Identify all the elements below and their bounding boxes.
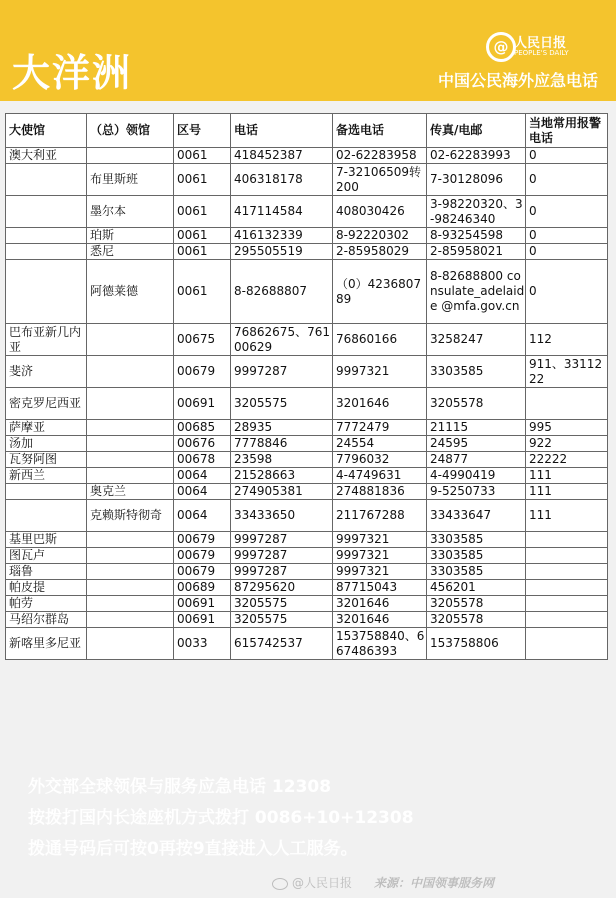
table-cell: 帕劳 <box>6 596 87 612</box>
table-row <box>6 548 608 564</box>
table-cell: 3258247 <box>427 324 526 356</box>
table-cell: 76860166 <box>333 324 427 356</box>
table-row <box>6 356 608 388</box>
table-cell <box>526 548 608 564</box>
table-row <box>6 596 608 612</box>
at-logo-icon: @ <box>486 32 516 62</box>
table-cell: （0）423680789 <box>333 260 427 324</box>
table-cell: 418452387 <box>231 148 333 164</box>
table-cell: 00685 <box>174 420 231 436</box>
table-cell <box>6 228 87 244</box>
table-cell: 21528663 <box>231 468 333 484</box>
table-cell: 3201646 <box>333 596 427 612</box>
table-cell: 9-5250733 <box>427 484 526 500</box>
table-cell: 马绍尔群岛 <box>6 612 87 628</box>
table-cell: 00691 <box>174 596 231 612</box>
table-cell <box>6 484 87 500</box>
table-cell: 0064 <box>174 484 231 500</box>
table-cell: 3-98220320、3-98246340 <box>427 196 526 228</box>
table-cell: 0061 <box>174 244 231 260</box>
table-cell <box>87 564 174 580</box>
table-row <box>6 420 608 436</box>
table-cell: 3303585 <box>427 532 526 548</box>
table-cell <box>87 452 174 468</box>
table-cell: 00691 <box>174 612 231 628</box>
table-cell: 00689 <box>174 580 231 596</box>
table-cell: 111 <box>526 500 608 532</box>
table-cell: 3205575 <box>231 596 333 612</box>
table-cell: 416132339 <box>231 228 333 244</box>
table-cell <box>526 564 608 580</box>
footer-line-1: 外交部全球领保与服务应急电话 12308 <box>28 777 332 797</box>
table-cell: 3205575 <box>231 388 333 420</box>
table-cell: 153758806 <box>427 628 526 660</box>
table-cell: 0 <box>526 260 608 324</box>
table-cell: 33433650 <box>231 500 333 532</box>
table-row <box>6 564 608 580</box>
table-cell: 408030426 <box>333 196 427 228</box>
table-cell: 00691 <box>174 388 231 420</box>
table-cell: 8-82688807 <box>231 260 333 324</box>
table-cell: 8-82688800 consulate_adelaide @mfa.gov.cn <box>427 260 526 324</box>
table-cell: 295505519 <box>231 244 333 260</box>
table-cell: 斐济 <box>6 356 87 388</box>
table-cell: 0 <box>526 228 608 244</box>
table-cell: 274905381 <box>231 484 333 500</box>
table-cell: 墨尔本 <box>87 196 174 228</box>
table-cell: 汤加 <box>6 436 87 452</box>
table-cell: 922 <box>526 436 608 452</box>
table-cell: 111 <box>526 468 608 484</box>
table-cell <box>526 612 608 628</box>
table-cell: 4-4749631 <box>333 468 427 484</box>
table-row <box>6 500 608 532</box>
table-cell <box>526 596 608 612</box>
table-cell: 奥克兰 <box>87 484 174 500</box>
table-cell: 02-62283993 <box>427 148 526 164</box>
header-consulate: （总）领馆 <box>87 114 174 148</box>
table-cell: 克赖斯特彻奇 <box>87 500 174 532</box>
table-cell: 00675 <box>174 324 231 356</box>
table-cell: 3205578 <box>427 596 526 612</box>
table-row <box>6 580 608 596</box>
table-cell: 9997287 <box>231 564 333 580</box>
table-cell: 4-4990419 <box>427 468 526 484</box>
header-banner <box>0 0 616 101</box>
table-cell: 417114584 <box>231 196 333 228</box>
table-cell: 基里巴斯 <box>6 532 87 548</box>
table-cell <box>6 196 87 228</box>
table-cell: 111 <box>526 484 608 500</box>
table-cell: 87295620 <box>231 580 333 596</box>
table-row <box>6 196 608 228</box>
table-cell: 615742537 <box>231 628 333 660</box>
table-cell: 7-30128096 <box>427 164 526 196</box>
table-cell <box>6 164 87 196</box>
table-cell: 153758840、667486393 <box>333 628 427 660</box>
table-cell: 00678 <box>174 452 231 468</box>
table-cell <box>87 356 174 388</box>
table-cell: 02-62283958 <box>333 148 427 164</box>
table-cell: 9997321 <box>333 532 427 548</box>
table-cell: 3201646 <box>333 388 427 420</box>
table-cell: 23598 <box>231 452 333 468</box>
table-cell: 21115 <box>427 420 526 436</box>
table-cell: 瑙鲁 <box>6 564 87 580</box>
table-row <box>6 452 608 468</box>
header-phone: 电话 <box>231 114 333 148</box>
peoples-daily-logo <box>486 32 596 64</box>
table-cell: 0061 <box>174 196 231 228</box>
table-cell: 33433647 <box>427 500 526 532</box>
table-cell <box>87 148 174 164</box>
credit-source: 来源：中国领事服务网 <box>374 876 495 890</box>
table-row <box>6 148 608 164</box>
table-cell: 8-92220302 <box>333 228 427 244</box>
table-cell: 2-85958021 <box>427 244 526 260</box>
table-row <box>6 612 608 628</box>
table-cell: 9997287 <box>231 356 333 388</box>
page-title: 大洋洲 <box>12 51 133 95</box>
table-row <box>6 484 608 500</box>
table-cell <box>87 596 174 612</box>
table-cell: 悉尼 <box>87 244 174 260</box>
page-subtitle: 中国公民海外应急电话 <box>437 71 598 90</box>
table-cell: 0061 <box>174 148 231 164</box>
table-cell: 3303585 <box>427 548 526 564</box>
table-cell: 3303585 <box>427 356 526 388</box>
header-alt-phone: 备选电话 <box>333 114 427 148</box>
table-cell: 24877 <box>427 452 526 468</box>
header-embassy: 大使馆 <box>6 114 87 148</box>
table-cell <box>526 580 608 596</box>
table-cell: 7-32106509转200 <box>333 164 427 196</box>
table-cell: 9997321 <box>333 564 427 580</box>
table-cell: 萨摩亚 <box>6 420 87 436</box>
footer-line-2: 按拨打国内长途座机方式拨打 0086+10+12308 <box>28 808 414 828</box>
table-cell: 7778846 <box>231 436 333 452</box>
credit-weibo: @人民日报 <box>292 876 353 890</box>
table-cell: 阿德莱德 <box>87 260 174 324</box>
table-cell: 456201 <box>427 580 526 596</box>
table-row <box>6 324 608 356</box>
table-cell: 24554 <box>333 436 427 452</box>
table-cell <box>526 532 608 548</box>
table-cell: 9997321 <box>333 356 427 388</box>
table-row <box>6 388 608 420</box>
table-row <box>6 436 608 452</box>
table-cell: 8-93254598 <box>427 228 526 244</box>
table-cell: 00679 <box>174 548 231 564</box>
table-row <box>6 628 608 660</box>
table-cell: 76862675、76100629 <box>231 324 333 356</box>
table-cell: 0 <box>526 148 608 164</box>
table-cell <box>87 324 174 356</box>
table-cell: 0 <box>526 196 608 228</box>
table-cell: 0061 <box>174 164 231 196</box>
table-cell: 0033 <box>174 628 231 660</box>
table-cell <box>6 500 87 532</box>
table-cell: 新西兰 <box>6 468 87 484</box>
table-cell: 0 <box>526 164 608 196</box>
table-cell: 211767288 <box>333 500 427 532</box>
table-cell: 00679 <box>174 564 231 580</box>
footer-line-3: 拨通号码后可按0再按9直接进入人工服务。 <box>28 839 358 859</box>
table-cell: 00679 <box>174 356 231 388</box>
table-cell <box>87 468 174 484</box>
table-cell: 布里斯班 <box>87 164 174 196</box>
table-cell: 新喀里多尼亚 <box>6 628 87 660</box>
table-cell: 瓦努阿图 <box>6 452 87 468</box>
table-cell: 274881836 <box>333 484 427 500</box>
table-cell: 0061 <box>174 228 231 244</box>
emergency-phone-table <box>5 113 608 660</box>
table-cell: 3303585 <box>427 564 526 580</box>
table-cell: 7772479 <box>333 420 427 436</box>
table-cell <box>87 388 174 420</box>
table-cell: 7796032 <box>333 452 427 468</box>
table-row <box>6 532 608 548</box>
table-cell: 澳大利亚 <box>6 148 87 164</box>
footer-notes <box>28 772 414 865</box>
table-cell: 3205575 <box>231 612 333 628</box>
table-cell <box>87 436 174 452</box>
table-cell: 珀斯 <box>87 228 174 244</box>
table-cell: 图瓦卢 <box>6 548 87 564</box>
header-police: 当地常用报警电话 <box>526 114 608 148</box>
table-cell <box>526 388 608 420</box>
table-cell: 0064 <box>174 500 231 532</box>
table-cell: 9997287 <box>231 532 333 548</box>
table-cell: 406318178 <box>231 164 333 196</box>
table-cell: 28935 <box>231 420 333 436</box>
table-cell: 帕皮提 <box>6 580 87 596</box>
table-cell: 3205578 <box>427 612 526 628</box>
table-cell: 22222 <box>526 452 608 468</box>
table-cell <box>6 244 87 260</box>
credit-line <box>272 874 494 891</box>
table-cell: 911、3311222 <box>526 356 608 388</box>
table-cell <box>87 548 174 564</box>
table-cell <box>87 580 174 596</box>
table-cell <box>87 612 174 628</box>
table-cell: 0061 <box>174 260 231 324</box>
header-fax-email: 传真/电邮 <box>427 114 526 148</box>
table-cell: 9997321 <box>333 548 427 564</box>
table-cell <box>526 628 608 660</box>
weibo-icon <box>272 878 288 890</box>
table-cell: 00676 <box>174 436 231 452</box>
table-cell: 3201646 <box>333 612 427 628</box>
table-row <box>6 244 608 260</box>
table-cell: 巴布亚新几内亚 <box>6 324 87 356</box>
table-row <box>6 228 608 244</box>
table-cell: 9997287 <box>231 548 333 564</box>
table-body <box>6 148 608 660</box>
table-cell: 24595 <box>427 436 526 452</box>
table-cell: 2-85958029 <box>333 244 427 260</box>
table-row <box>6 468 608 484</box>
logo-text-en: PEOPLE'S DAILY <box>514 49 569 57</box>
table-cell: 密克罗尼西亚 <box>6 388 87 420</box>
table-cell <box>87 628 174 660</box>
table-cell: 0064 <box>174 468 231 484</box>
table-cell <box>6 260 87 324</box>
table-row <box>6 164 608 196</box>
table-cell: 00679 <box>174 532 231 548</box>
table-cell: 0 <box>526 244 608 260</box>
table-cell: 87715043 <box>333 580 427 596</box>
header-area-code: 区号 <box>174 114 231 148</box>
table-cell <box>87 532 174 548</box>
table-header-row <box>6 114 608 148</box>
table-row <box>6 260 608 324</box>
table-cell: 3205578 <box>427 388 526 420</box>
logo-text-cn: 人民日报 <box>514 36 567 51</box>
table-cell <box>87 420 174 436</box>
table-cell: 995 <box>526 420 608 436</box>
table-cell: 112 <box>526 324 608 356</box>
